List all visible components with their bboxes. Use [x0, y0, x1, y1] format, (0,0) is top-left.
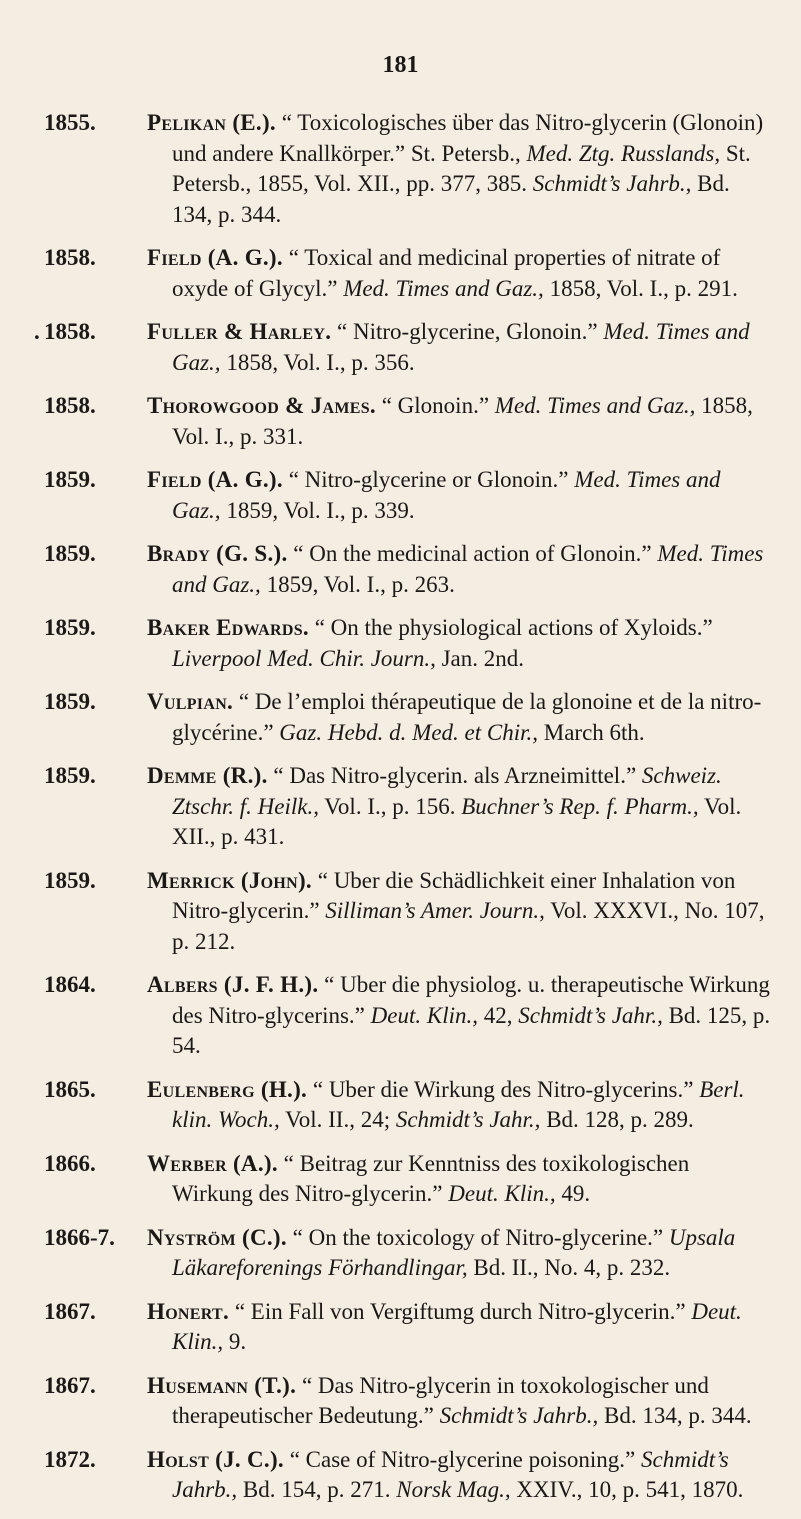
entry-author: Albers (J. F. H.).	[147, 972, 319, 997]
entry-author: Holst (J. C.).	[147, 1446, 284, 1472]
entry-text: “ Das Nitro-glycerin. als Arzneimittel.”	[273, 763, 642, 788]
entry-citation	[147, 391, 773, 452]
entry-year: 1859.	[44, 763, 96, 788]
entry-author: Werber (A.).	[147, 1150, 278, 1176]
entry-journal: Schmidt’s Jahrb.,	[172, 1446, 729, 1502]
entry-text: Vol. II., 24;	[279, 1107, 396, 1132]
entry-text: Vol. I., p. 156.	[318, 793, 462, 819]
entry-text: “ Toxicologisches über das Nitro-glycerin (Glonoin) und andere Knallkörper.” St. Petersb.,	[172, 110, 764, 166]
entry-journal: Liverpool Med. Chir. Journ.,	[172, 645, 436, 671]
entry-text: “ Case of Nitro-glycerine poisoning.”	[289, 1446, 642, 1472]
entry-text: XXIV., 10, p. 541, 1870.	[510, 1477, 744, 1502]
entry-text: “ Nitro-glycerine, Glonoin.”	[337, 319, 604, 344]
entry-citation	[147, 243, 773, 304]
entry-text: 1859, Vol. I., p. 339.	[220, 497, 415, 523]
entry-author: Honert.	[147, 1298, 230, 1324]
entry-journal: Buchner’s Rep. f. Pharm.,	[461, 793, 699, 819]
entry-text: Bd. II., No. 4, p. 232.	[467, 1255, 671, 1280]
entry-author: Brady (G. S.).	[147, 541, 288, 566]
entry-citation	[147, 1223, 773, 1284]
bibliography-entry	[0, 1297, 801, 1358]
bibliography-entry	[0, 1149, 801, 1210]
entry-citation	[147, 1445, 773, 1506]
bibliography-entry	[0, 687, 801, 748]
entry-author: Nyström (C.).	[147, 1224, 287, 1250]
entry-citation	[147, 539, 773, 600]
entry-journal: Med. Times and Gaz.,	[172, 467, 721, 523]
entry-citation	[147, 1371, 773, 1432]
bibliography-entry	[0, 761, 801, 853]
entry-text: Bd. 134, p. 344.	[172, 171, 730, 227]
entry-year: 1864.	[44, 972, 96, 997]
entry-year: 1867.	[44, 1372, 96, 1398]
entry-text: “ De l’emploi thérapeutique de la glonoine et de la nitro-glycérine.”	[172, 689, 762, 745]
entry-author: Field (A. G.).	[147, 467, 283, 492]
bibliography-entry	[0, 1371, 801, 1432]
bibliography-entry	[0, 613, 801, 674]
entry-text: “ On the physiological actions of Xyloids.”	[314, 615, 713, 640]
bibliography-entry	[0, 539, 801, 600]
bibliography-entry	[0, 1075, 801, 1136]
entry-year: 1866-7.	[44, 1224, 115, 1250]
entry-author: Merrick (John).	[147, 867, 312, 893]
entry-journal: Norsk Mag.,	[396, 1477, 511, 1502]
entry-text: “ Beitrag zur Kenntniss des toxikologischen Wirkung des Nitro-glycerin.”	[172, 1150, 690, 1206]
entry-journal: Gaz. Hebd. d. Med. et Chir.,	[279, 719, 539, 745]
entry-journal: Berl. klin. Woch.,	[172, 1076, 745, 1132]
entry-citation	[147, 1075, 773, 1136]
entry-year: 1865.	[44, 1076, 96, 1102]
bibliography-entry	[0, 317, 801, 378]
bibliography-entry	[0, 465, 801, 526]
bibliography-list	[0, 108, 801, 1519]
entry-text: “ Toxical and medicinal properties of nitrate of oxyde of Glycyl.”	[172, 245, 721, 301]
entry-year: 1859.	[44, 867, 96, 893]
entry-text: “ Glonoin.”	[381, 393, 495, 418]
entry-author: Vulpian.	[147, 689, 234, 714]
entry-citation	[147, 317, 773, 378]
entry-author: Pelikan (E.).	[147, 110, 276, 135]
entry-year: 1859.	[44, 541, 96, 566]
entry-author: Demme (R.).	[147, 763, 268, 788]
entry-journal: Med. Times and Gaz.,	[172, 541, 764, 597]
entry-citation	[147, 613, 773, 674]
entry-journal: Silliman’s Amer. Journ.,	[325, 898, 545, 923]
entry-text: 1858, Vol. I., p. 356.	[220, 349, 415, 375]
entry-journal: Deut. Klin.,	[370, 1002, 478, 1028]
entry-author: Field (A. G.).	[147, 245, 283, 270]
entry-year: 1855.	[44, 110, 96, 135]
bibliography-entry	[0, 108, 801, 230]
entry-citation	[147, 866, 773, 958]
entry-year: . 1858.	[44, 317, 96, 348]
entry-author: Husemann (T.).	[147, 1372, 297, 1398]
entry-text: “ Uber die Schädlichkeit einer Inhalation von Nitro-glycerin.”	[172, 867, 736, 923]
entry-author: Eulenberg (H.).	[147, 1076, 308, 1102]
entry-text: Vol. XXXVI., No. 107, p. 212.	[172, 898, 765, 954]
entry-text: 49.	[555, 1181, 591, 1206]
entry-text: “ Uber die physiolog. u. therapeutische Wirkung des Nitro-glycerins.”	[172, 972, 770, 1028]
entry-author: Baker Edwards.	[147, 615, 309, 640]
entry-text: 9.	[223, 1329, 247, 1354]
entry-text: “ Uber die Wirkung des Nitro-glycerins.”	[312, 1076, 700, 1102]
entry-journal: Med. Times and Gaz.,	[343, 275, 544, 301]
entry-text: March 6th.	[538, 719, 645, 745]
bibliography-entry	[0, 243, 801, 304]
entry-year: 1858.	[44, 393, 96, 418]
entry-text: St. Petersb., 1855, Vol. XII., pp. 377, 385.	[172, 140, 751, 196]
entry-year: 1867.	[44, 1298, 96, 1324]
entry-year: 1859.	[44, 615, 96, 640]
bibliography-entry	[0, 866, 801, 958]
entry-citation	[147, 687, 773, 748]
entry-year: 1872.	[44, 1446, 96, 1472]
entry-journal: Deut. Klin.,	[448, 1181, 556, 1206]
entry-citation	[147, 761, 773, 853]
entry-journal: Schmidt’s Jahrb.,	[532, 171, 692, 196]
entry-year: 1859.	[44, 689, 96, 714]
entry-journal: Deut. Klin.,	[172, 1298, 742, 1354]
bibliography-entry	[0, 970, 801, 1062]
page-number: 181	[382, 52, 419, 78]
entry-journal: Med. Ztg. Russlands,	[526, 140, 721, 166]
entry-journal: Schmidt’s Jahrb.,	[439, 1403, 599, 1428]
entry-text: “ Ein Fall von Vergiftumg durch Nitro-glycerin.”	[234, 1298, 692, 1324]
entry-citation	[147, 108, 773, 230]
entry-journal: Med. Times and Gaz.,	[494, 393, 696, 418]
entry-text: Vol. XII., p. 431.	[172, 793, 742, 849]
entry-text: “ On the toxicology of Nitro-glycerine.”	[292, 1224, 669, 1250]
entry-text: 1858, Vol. I., p. 331.	[172, 393, 753, 449]
bibliography-entry	[0, 1445, 801, 1506]
entry-journal: Schmidt’s Jahr.,	[518, 1002, 663, 1028]
entry-citation	[147, 1297, 773, 1358]
entry-text: “ Nitro-glycerine or Glonoin.”	[288, 467, 575, 492]
entry-text: Bd. 134, p. 344.	[598, 1403, 752, 1428]
entry-text: 42,	[477, 1002, 519, 1028]
bibliography-entry	[0, 391, 801, 452]
entry-year: 1859.	[44, 467, 96, 492]
entry-text: 1858, Vol. I., p. 291.	[543, 275, 738, 301]
entry-text: “ Das Nitro-glycerin in toxokologischer und therapeutischer Bedeutung.”	[172, 1372, 709, 1428]
entry-text: 1859, Vol. I., p. 263.	[260, 571, 455, 597]
entry-year: 1858.	[44, 245, 96, 270]
entry-journal: Upsala Läkareforenings Förhandlingar,	[172, 1224, 736, 1280]
bibliography-entry	[0, 1223, 801, 1284]
entry-citation	[147, 1149, 773, 1210]
entry-text: “ On the medicinal action of Glonoin.”	[293, 541, 658, 566]
entry-text: Bd. 125, p. 54.	[172, 1002, 771, 1058]
entry-citation	[147, 970, 773, 1062]
entry-journal: Schmidt’s Jahr.,	[395, 1107, 541, 1132]
entry-citation	[147, 465, 773, 526]
entry-year: 1866.	[44, 1150, 96, 1176]
entry-journal: Med. Times and Gaz.,	[172, 319, 750, 375]
entry-text: Bd. 154, p. 271.	[237, 1477, 397, 1502]
entry-journal: Schweiz. Ztschr. f. Heilk.,	[172, 763, 722, 819]
entry-text: Bd. 128, p. 289.	[540, 1107, 694, 1132]
entry-text: Jan. 2nd.	[435, 645, 525, 671]
entry-author: Thorowgood & James.	[147, 393, 376, 418]
entry-author: Fuller & Harley.	[147, 319, 332, 344]
